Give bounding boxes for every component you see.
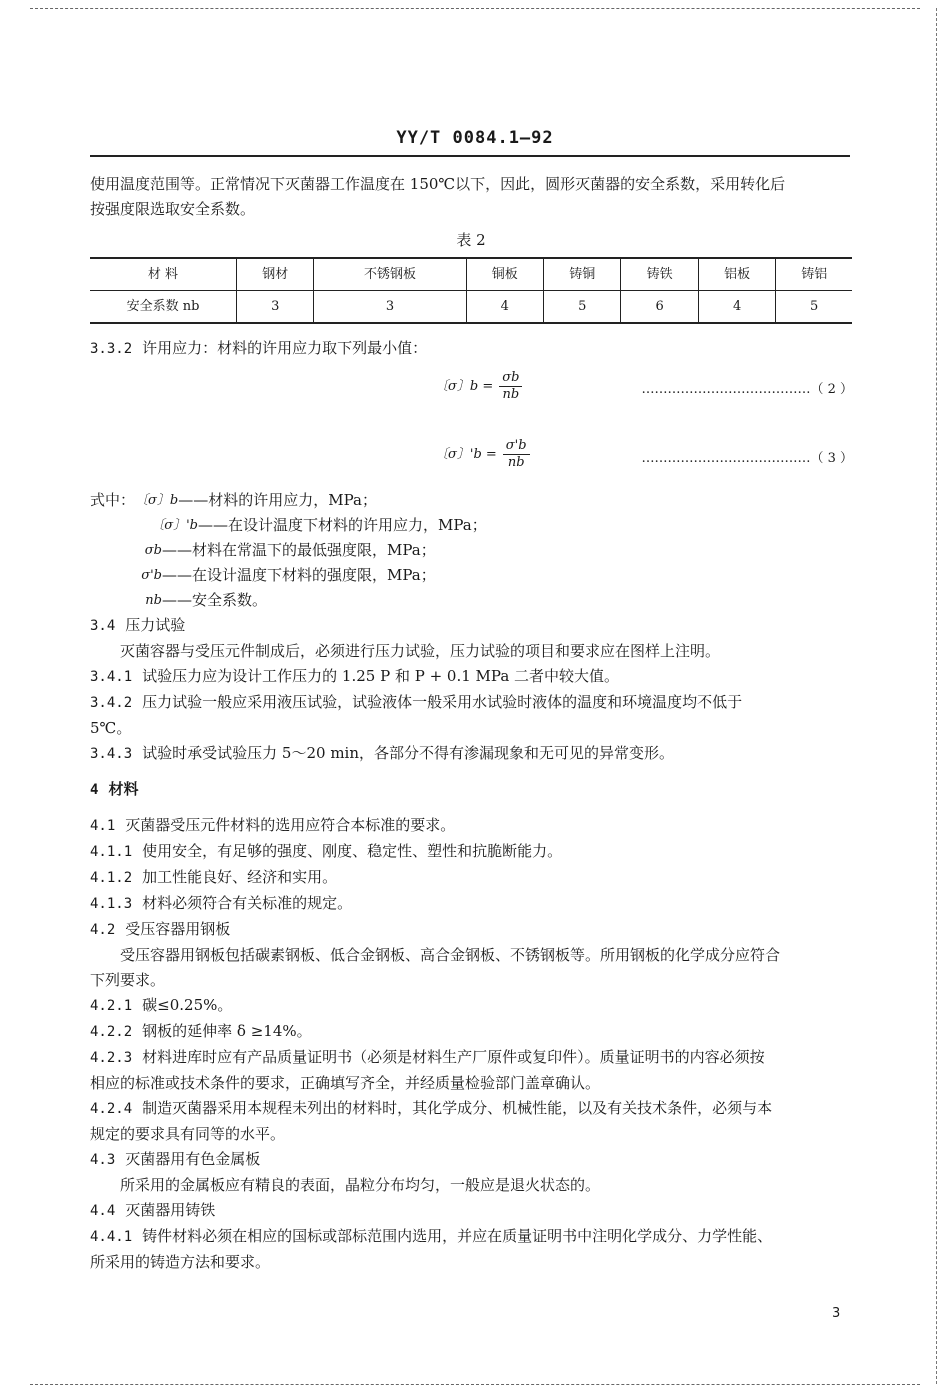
leader-dots: ………………………………… [641, 382, 811, 397]
clause-text: 灭菌器受压元件材料的选用应符合本标准的要求。 [125, 816, 456, 834]
formula-denominator: nb [507, 455, 525, 470]
formula-3 [90, 420, 852, 488]
table-header-cell: 铸铜 [543, 258, 620, 291]
formula-numerator: σ'b [503, 438, 530, 455]
clause-4-2-3-cont: 相应的标准或技术条件的要求，正确填写齐全，并经质量检验部门盖章确认。 [90, 1074, 601, 1092]
clause-number: 4.1.2 [90, 870, 133, 886]
section-4-2-body: 受压容器用钢板包括碳素钢板、低合金钢板、高合金钢板、不锈钢板等。所用钢板的化学成分应符合 [120, 946, 781, 964]
formula-fraction [503, 438, 530, 471]
clause-text: 材料进库时应有产品质量证明书（必须是材料生产厂原件或复印件）。质量证明书的内容必须按 [142, 1048, 765, 1066]
clause-number: 4.1.3 [90, 896, 133, 912]
section-3-4-heading [90, 613, 852, 639]
safety-factor-table [90, 257, 852, 324]
clause-number: 4.4.1 [90, 1229, 133, 1245]
clause-text: 试验时承受试验压力 5～20 min，各部分不得有渗漏现象和无可见的异常变形。 [142, 744, 675, 762]
clause-text: 铸件材料必须在相应的国标或部标范围内选用，并应在质量证明书中注明化学成分、力学性能、 [142, 1227, 773, 1245]
clause-number: 4.2 [90, 922, 116, 938]
clause-3-4-3 [90, 741, 852, 767]
intro-line-1: 使用温度范围等。正常情况下灭菌器工作温度在 150℃以下，因此，圆形灭菌器的安全系数，采用转化后 [90, 175, 786, 193]
clause-text: 使用安全，有足够的强度、刚度、稳定性、塑性和抗脆断能力。 [142, 842, 563, 860]
section-title: 受压容器用钢板 [125, 920, 231, 938]
clause-4-2-4 [90, 1096, 852, 1122]
clause-text: 压力试验一般应采用液压试验，试验液体一般采用水试验时液体的温度和环境温度均不低于 [142, 693, 743, 711]
table-cell: 3 [314, 291, 466, 324]
section-4-2-body-cont: 下列要求。 [90, 971, 166, 989]
clause-3-4-2 [90, 690, 852, 716]
clause-number: 4.2.2 [90, 1024, 133, 1040]
formula-2-expression [435, 370, 522, 403]
clause-text: 许用应力：材料的许用应力取下列最小值： [142, 339, 428, 357]
clause-4-2-3 [90, 1045, 852, 1071]
formula-2-number [595, 377, 853, 402]
formula-denominator: nb [502, 387, 520, 402]
standard-code-header: YY/T 0084.1—92 [396, 128, 554, 148]
formula-lhs: 〔σ〕b = [435, 379, 494, 394]
scan-border-right [936, 8, 937, 1384]
formula-lhs: 〔σ〕'b = [435, 447, 497, 462]
document-body [90, 172, 852, 1275]
section-4-3-body: 所采用的金属板应有精良的表面，晶粒分布均匀，一般应是退火状态的。 [120, 1176, 601, 1194]
clause-4-2-2 [90, 1019, 852, 1045]
clause-4-1 [90, 813, 852, 839]
clause-number: 4.2.1 [90, 998, 133, 1014]
formula-numerator: σb [499, 370, 522, 387]
table-header-cell: 铜板 [466, 258, 543, 291]
table-header-cell: 铸铝 [776, 258, 852, 291]
formula-2 [90, 362, 852, 420]
clause-4-2-1 [90, 993, 852, 1019]
where-prefix: 式中： [90, 491, 136, 509]
clause-4-2-4-cont: 规定的要求具有同等的水平。 [90, 1125, 286, 1143]
table-title: 表 2 [456, 231, 486, 249]
clause-text: 制造灭菌器采用本规程未列出的材料时，其化学成分、机械性能，以及有关技术条件，必须与本 [142, 1099, 773, 1117]
section-4-heading [90, 777, 852, 803]
clause-3-4-2-cont: 5℃。 [90, 719, 132, 737]
table-row-label: 安全系数 nb [90, 291, 237, 324]
table-header-cell: 铝板 [698, 258, 775, 291]
clause-3-3-2 [90, 336, 852, 362]
equation-number: （ 3 ） [810, 451, 853, 466]
intro-line-2: 按强度限选取安全系数。 [90, 200, 256, 218]
formula-fraction [499, 370, 522, 403]
where-item [90, 488, 852, 513]
where-text: ——材料的许用应力，MPa； [178, 491, 377, 509]
clause-text: 加工性能良好、经济和实用。 [142, 868, 338, 886]
table-cell: 4 [698, 291, 775, 324]
section-title: 材料 [108, 780, 139, 798]
page-number: 3 [832, 1306, 841, 1321]
table-header-label: 材 料 [90, 258, 237, 291]
clause-number: 3.4.1 [90, 669, 133, 685]
section-title: 灭菌器用有色金属板 [125, 1150, 261, 1168]
table-header-cell: 钢材 [237, 258, 314, 291]
table-header-row [90, 258, 852, 291]
formula-3-number [595, 446, 853, 471]
section-title: 灭菌器用铸铁 [125, 1201, 216, 1219]
where-symbol: σb [144, 543, 162, 558]
table-cell: 6 [621, 291, 698, 324]
clause-number: 3.4.2 [90, 695, 133, 711]
where-item [90, 513, 852, 538]
where-item [90, 538, 852, 563]
where-symbol: σ'b [141, 568, 162, 583]
section-4-2-heading [90, 917, 852, 943]
where-item [90, 588, 852, 613]
where-list [90, 488, 852, 613]
where-symbol: nb [145, 593, 162, 608]
table-cell: 5 [776, 291, 852, 324]
clause-text: 试验压力应为设计工作压力的 1.25 P 和 P + 0.1 MPa 二者中较大值。 [142, 667, 620, 685]
header-rule [90, 155, 850, 157]
section-3-4-body: 灭菌容器与受压元件制成后，必须进行压力试验，压力试验的项目和要求应在图样上注明。 [120, 642, 721, 660]
clause-number: 3.3.2 [90, 341, 133, 357]
clause-3-4-1 [90, 664, 852, 690]
clause-4-4-1-cont: 所采用的铸造方法和要求。 [90, 1253, 271, 1271]
where-text: ——在设计温度下材料的强度限，MPa； [162, 566, 436, 584]
section-title: 压力试验 [125, 616, 186, 634]
table-cell: 3 [237, 291, 314, 324]
table-header-cell: 不锈钢板 [314, 258, 466, 291]
clause-4-1-3 [90, 891, 852, 917]
clause-number: 4.2.3 [90, 1050, 133, 1066]
scan-border-bottom [30, 1384, 920, 1385]
section-4-3-heading [90, 1147, 852, 1173]
section-4-4-heading [90, 1198, 852, 1224]
where-symbol: 〔σ〕b [135, 493, 179, 508]
clause-number: 4.2.4 [90, 1101, 133, 1117]
clause-number: 4.1 [90, 818, 116, 834]
clause-4-1-1 [90, 839, 852, 865]
clause-4-1-2 [90, 865, 852, 891]
clause-number: 3.4 [90, 618, 116, 634]
clause-number: 4.3 [90, 1152, 116, 1168]
formula-3-expression [435, 438, 530, 471]
where-item [90, 563, 852, 588]
clause-number: 4.1.1 [90, 844, 133, 860]
table-cell: 4 [466, 291, 543, 324]
leader-dots: ………………………………… [641, 451, 811, 466]
clause-4-4-1 [90, 1224, 852, 1250]
where-text: ——安全系数。 [162, 591, 268, 609]
scan-border-top [30, 8, 920, 9]
clause-number: 4 [90, 782, 99, 798]
clause-text: 碳≤0.25%。 [142, 996, 233, 1014]
table-row [90, 291, 852, 324]
clause-text: 材料必须符合有关标准的规定。 [142, 894, 353, 912]
table-cell: 5 [543, 291, 620, 324]
where-text: ——材料在常温下的最低强度限，MPa； [162, 541, 436, 559]
clause-number: 3.4.3 [90, 746, 133, 762]
where-text: ——在设计温度下材料的许用应力，MPa； [198, 516, 487, 534]
clause-text: 钢板的延伸率 δ ≥14%。 [142, 1022, 312, 1040]
table-header-cell: 铸铁 [621, 258, 698, 291]
equation-number: （ 2 ） [810, 382, 853, 397]
clause-number: 4.4 [90, 1203, 116, 1219]
where-symbol: 〔σ〕'b [151, 518, 198, 533]
